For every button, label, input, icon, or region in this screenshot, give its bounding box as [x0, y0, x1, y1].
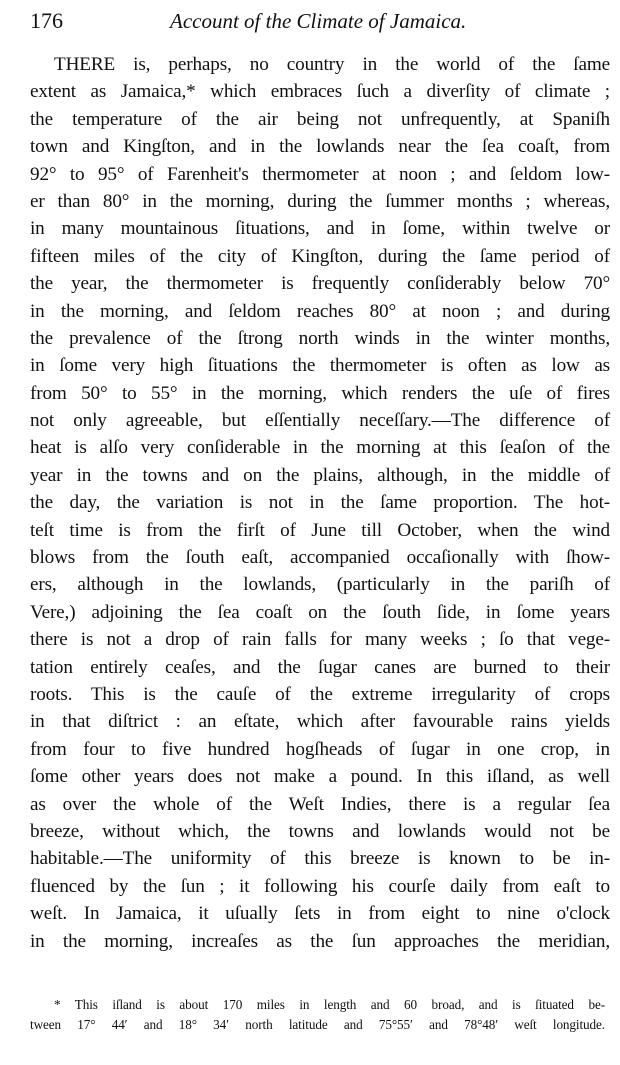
text-line: weſt. In Jamaica, it uſually ſets in from eight to nine o'clock [30, 903, 610, 925]
footnote-line: tween 17° 44′ and 18° 34′ north latitude and 75°55′ and 78°48′ weſt longitude. [30, 1017, 605, 1032]
text-line: the year, the thermometer is frequently conſiderably below 70° [30, 273, 610, 295]
text-line: blows from the ſouth eaſt, accompanied occaſionally with ſhow- [30, 547, 610, 569]
text-line: habitable.—The uniformity of this breeze is known to be in- [30, 848, 610, 870]
text-line: roots. This is the cauſe of the extreme irregularity of crops [30, 683, 610, 705]
text-line: the prevalence of the ſtrong north winds in the winter months, [30, 327, 610, 349]
text-line: in the morning, increaſes as the ſun approaches the meridian, [30, 930, 610, 952]
text-line: in the morning, and ſeldom reaches 80° at noon ; and during [30, 300, 610, 322]
text-line: there is not a drop of rain falls for many weeks ; ſo that vege- [30, 629, 610, 651]
text-line: ers, although in the lowlands, (particularly in the pariſh of [30, 574, 610, 596]
text-line: heat is alſo very conſiderable in the morning at this ſeaſon of the [30, 437, 610, 459]
running-title: Account of the Climate of Jamaica. [170, 9, 467, 33]
text-line: from 50° to 55° in the morning, which renders the uſe of fires [30, 382, 610, 404]
text-line: tation entirely ceaſes, and the ſugar canes are burned to their [30, 656, 610, 678]
text-line: fifteen miles of the city of Kingſton, during the ſame period of [30, 245, 610, 267]
text-line: breeze, without which, the towns and lowlands would not be [30, 820, 610, 842]
text-line: in many mountainous ſituations, and in ſome, within twelve or [30, 218, 610, 240]
text-line: in that diſtrict : an eſtate, which after favourable rains yields [30, 711, 610, 733]
text-line: THERE is, perhaps, no country in the world of the ſame [54, 54, 610, 75]
text-line: town and Kingſton, and in the lowlands near the ſea coaſt, from [30, 136, 610, 158]
text-line: the day, the variation is not in the ſame proportion. The hot- [30, 492, 610, 514]
text-line: year in the towns and on the plains, although, in the middle of [30, 464, 610, 486]
text-line: extent as Jamaica,* which embraces ſuch a diverſity of climate ; [30, 81, 610, 103]
text-line: in ſome very high ſituations the thermometer is often as low as [30, 355, 610, 377]
page-header [30, 8, 605, 36]
text-line: fluenced by the ſun ; it following his courſe daily from eaſt to [30, 875, 610, 897]
text-line: teſt time is from the firſt of June till October, when the wind [30, 519, 610, 541]
text-line: er than 80° in the morning, during the ſummer months ; whereas, [30, 190, 610, 212]
text-line: from four to five hundred hogſheads of ſugar in one crop, in [30, 738, 610, 760]
text-line: 92° to 95° of Farenheit's thermometer at noon ; and ſeldom low- [30, 163, 610, 185]
text-line: not only agreeable, but eſſentially neceſſary.—The difference of [30, 410, 610, 432]
footnote [30, 995, 605, 1035]
text-line: Vere,) adjoining the ſea coaſt on the ſouth ſide, in ſome years [30, 601, 610, 623]
text-line: the temperature of the air being not unfrequently, at Spaniſh [30, 108, 610, 130]
body-paragraph [30, 51, 610, 955]
text-line: ſome other years does not make a pound. In this iſland, as well [30, 766, 610, 788]
text-line: as over the whole of the Weſt Indies, there is a regular ſea [30, 793, 610, 815]
page-number: 176 [30, 8, 63, 33]
footnote-line: * This iſland is about 170 miles in length and 60 broad, and is ſituated be- [54, 997, 605, 1012]
